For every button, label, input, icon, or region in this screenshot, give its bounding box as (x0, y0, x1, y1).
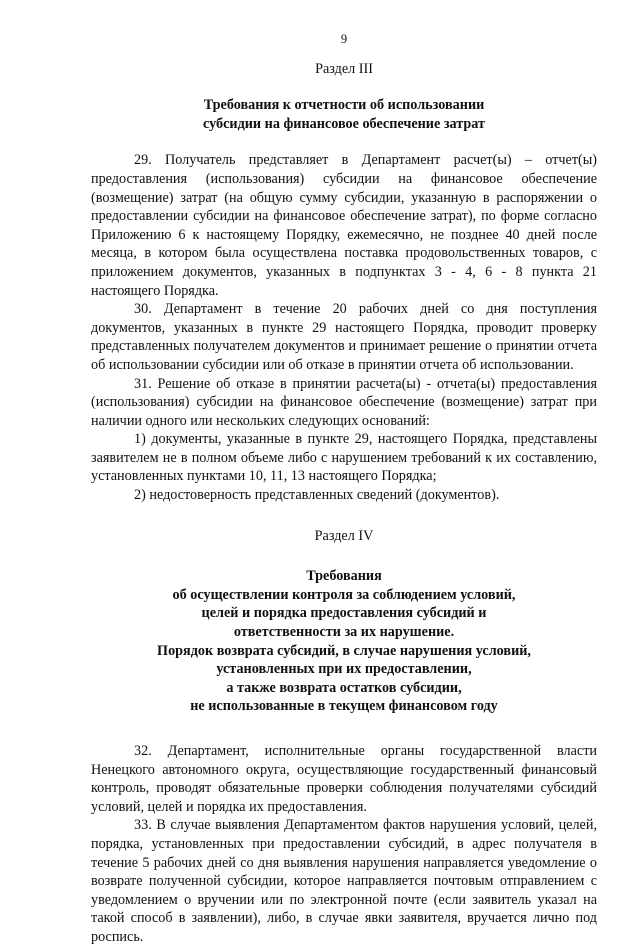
document-page (91, 30, 597, 947)
section-4-title-line: об осуществлении контроля за соблюдением условий, (172, 586, 516, 603)
paragraph-29: 29. Получатель представляет в Департамент расчет(ы) – отчет(ы) предоставления (использования) субсидии на финансовое обеспечение (возмещение) затрат (на общую сумму субсидии, указанную в распоряжении о предоставлении субсидии на финансовое обеспечение затрат), по форме согласно Приложению 6 к настоящему Порядку, ежемесячно, не позднее 40 дней после месяца, в котором была осуществлена поставка продовольственных товаров, с приложением документов, указанных в подпунктах 3 - 4, 6 - 8 пункта 21 настоящего Порядка. (91, 152, 597, 299)
section-4-title-line: Порядок возврата субсидий, в случае нарушения условий, (157, 642, 531, 659)
list-item: 2) недостоверность представленных сведений (документов). (134, 487, 500, 504)
section-4-label: Раздел IV (314, 527, 374, 544)
paragraph-33: 33. В случае выявления Департаментом фактов нарушения условий, целей, порядка, установленных при предоставлении субсидий, в адрес получателя в течение 5 рабочих дней со дня выявления нарушения направляется уведомление о возврате полученной субсидии, которое направляется почтовым отправлением с уведомлением о вручении или по электронной почте (если заявитель указал на такой способ в заявлении), либо, в случае явки заявителя, вручается лично под роспись. (91, 817, 597, 945)
section-4-title-line: Требования (306, 568, 382, 585)
section-4-title-line: не использованные в текущем финансовом году (190, 698, 498, 715)
paragraph-30: 30. Департамент в течение 20 рабочих дней со дня поступления документов, указанных в пункте 29 настоящего Порядка, проводит проверку представленных получателем документов и принимает решение о принятии отчета об использовании субсидии или об отказе в принятии отчета об использовании. (91, 301, 597, 373)
section-3-title (91, 96, 597, 133)
section-4-title-line: установленных при их предоставлении, (216, 661, 472, 678)
section-4-title-line: а также возврата остатков субсидии, (226, 679, 462, 696)
paragraph-32: 32. Департамент, исполнительные органы государственной власти Ненецкого автономного округа, осуществляющие государственный финансовый контроль, проводят обязательные проверки соблюдения получателями субсидий условий, целей и порядка их предоставления. (91, 743, 597, 815)
list-item: 1) документы, указанные в пункте 29, настоящего Порядка, представлены заявителем не в полном объеме либо с нарушением требований к их составлению, установленных пунктами 10, 11, 13 настоящего Порядка; (91, 431, 597, 485)
section-3-title-line: Требования к отчетности об использовании (203, 97, 485, 114)
section-4-title (91, 567, 597, 716)
section-4-title-line: ответственности за их нарушение. (233, 624, 455, 641)
page-number: 9 (340, 32, 348, 46)
section-4-title-line: целей и порядка предоставления субсидий и (201, 605, 487, 622)
section-3-title-line: субсидии на финансовое обеспечение затрат (203, 115, 485, 132)
paragraph-31: 31. Решение об отказе в принятии расчета(ы) - отчета(ы) предоставления (использования) субсидии на финансовое обеспечение (возмещение) затрат при наличии одного или нескольких следующих оснований: (91, 375, 597, 429)
section-3-label: Раздел III (315, 60, 373, 77)
